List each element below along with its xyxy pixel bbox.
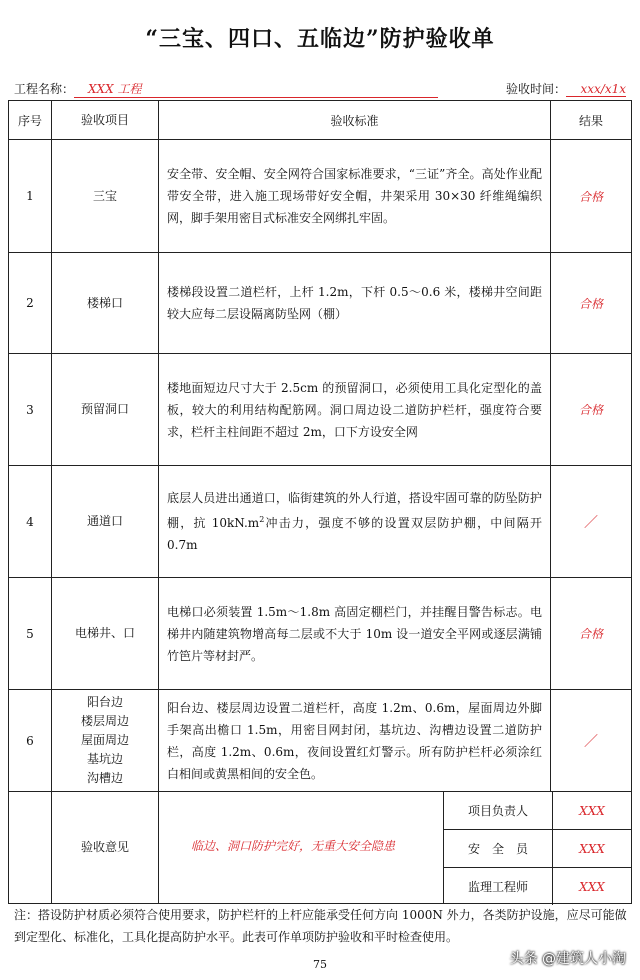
row-number: 6: [9, 690, 52, 792]
superscript-exponent: 2: [259, 515, 265, 524]
signature-name: XXX: [579, 841, 605, 856]
inspection-date-label: 验收时间：: [505, 82, 566, 96]
row-item: 电梯井、口: [52, 578, 159, 690]
row-result: 合格: [551, 354, 632, 466]
table-row: [9, 140, 632, 253]
row-item: 预留洞口: [52, 354, 159, 466]
table-row: [9, 690, 632, 792]
project-name-field: [14, 80, 438, 98]
row-number: 5: [9, 578, 52, 690]
signature-box: [443, 792, 631, 903]
signature-row: [444, 868, 631, 905]
row-item-line: 屋面周边: [80, 733, 129, 747]
standard-text-part-a: 底层人员进出通道口，临街建筑的外人行道，搭设牢固可靠的防坠防护棚，抗 10kN.m: [167, 491, 542, 530]
row-item: 楼梯口: [52, 253, 159, 354]
row-result: ／: [551, 466, 632, 578]
project-name-value: XXX 工程: [74, 80, 438, 98]
opinion-row: [9, 792, 632, 904]
signature-name: XXX: [579, 803, 605, 818]
project-name-label: 工程名称：: [14, 82, 75, 96]
signature-row: [444, 792, 631, 830]
col-header-result: 结果: [551, 101, 632, 140]
standard-text-part-b: 冲击力，强度不够的设置双层防护棚，中间隔开 0.7m: [167, 516, 542, 552]
row-item: 通道口: [52, 466, 159, 578]
table-row: [9, 253, 632, 354]
row-result: ／: [551, 690, 632, 792]
opinion-cell: [159, 792, 632, 904]
watermark-text: 头条 @建筑人小淘: [509, 951, 626, 967]
row-standard: [159, 466, 551, 578]
row-standard: 楼地面短边尺寸大于 2.5cm 的预留洞口，必须使用工具化定型化的盖板，较大的利用结构配筋网。洞口周边设二道防护栏杆，强度符合要求，栏杆主柱间距不超过 2m，口下方设安全网: [159, 354, 551, 466]
row-item-line: 楼层周边: [80, 714, 129, 728]
row-item: 三宝: [52, 140, 159, 253]
opinion-number-cell: [9, 792, 52, 904]
row-standard: 楼梯段设置二道栏杆，上杆 1.2m，下杆 0.5～0.6 米，楼梯井空间距较大应每二层设隔离防坠网（棚）: [159, 253, 551, 354]
col-header-item: 验收项目: [52, 101, 159, 140]
signature-role: 安 全 员: [444, 830, 553, 867]
signature-role: 监理工程师: [444, 868, 553, 905]
inspection-date-value: xxx/x1x: [566, 82, 626, 97]
row-item-line: 基坑边: [86, 752, 123, 766]
table-row: [9, 466, 632, 578]
table-header-row: [9, 101, 632, 140]
footnote: 注：搭设防护材质必须符合使用要求，防护栏杆的上杆应能承受任何方向 1000N 外力，各类防护设施，应尽可能做到定型化、标准化，工具化提高防护水平。此表可作单项防护验收和平时检查使用。: [14, 908, 627, 944]
col-header-standard: 验收标准: [159, 101, 551, 140]
signature-name: XXX: [579, 879, 605, 894]
inspection-table: [8, 100, 632, 904]
row-number: 4: [9, 466, 52, 578]
row-standard: 安全带、安全帽、安全网符合国家标准要求，“三证”齐全。高处作业配带安全带，进入施工现场带好安全帽，井架采用 30×30 纤维绳编织网，脚手架用密目式标准安全网绑扎牢固。: [159, 140, 551, 253]
row-number: 3: [9, 354, 52, 466]
row-item-list: [52, 690, 159, 792]
page-number: 75: [313, 958, 327, 971]
signature-row: [444, 830, 631, 868]
inspection-date-field: [506, 80, 626, 97]
row-standard: 阳台边、楼层周边设置二道栏杆，高度 1.2m、0.6m，屋面周边外脚手架高出檐口 1.5m，用密目网封闭，基坑边、沟槽边设置二道防护栏，高度 1.2m、0.6m，夜间设置红灯警示。所有防护栏杆必须涂红白相间或黄黑相间的安全色。: [159, 690, 551, 792]
opinion-text: 临边、洞口防护完好，无重大安全隐患: [191, 839, 396, 853]
row-result: 合格: [551, 140, 632, 253]
row-standard: 电梯口必须装置 1.5m～1.8m 高固定棚栏门，并挂醒目警告标志。电梯井内随建筑物增高每二层或不大于 10m 设一道安全平网或逐层满铺竹笆片等材封严。: [159, 578, 551, 690]
col-header-no: 序号: [9, 101, 52, 140]
row-result: 合格: [551, 578, 632, 690]
row-number: 1: [9, 140, 52, 253]
meta-row: [14, 80, 626, 100]
opinion-label: 验收意见: [52, 792, 159, 904]
row-item-line: 阳台边: [86, 695, 123, 709]
document-title: “三宝、四口、五临边”防护验收单: [145, 26, 495, 52]
row-result: 合格: [551, 253, 632, 354]
row-number: 2: [9, 253, 52, 354]
signature-role: 项目负责人: [444, 792, 553, 829]
table-row: [9, 354, 632, 466]
table-row: [9, 578, 632, 690]
row-item-line: 沟槽边: [86, 771, 123, 785]
